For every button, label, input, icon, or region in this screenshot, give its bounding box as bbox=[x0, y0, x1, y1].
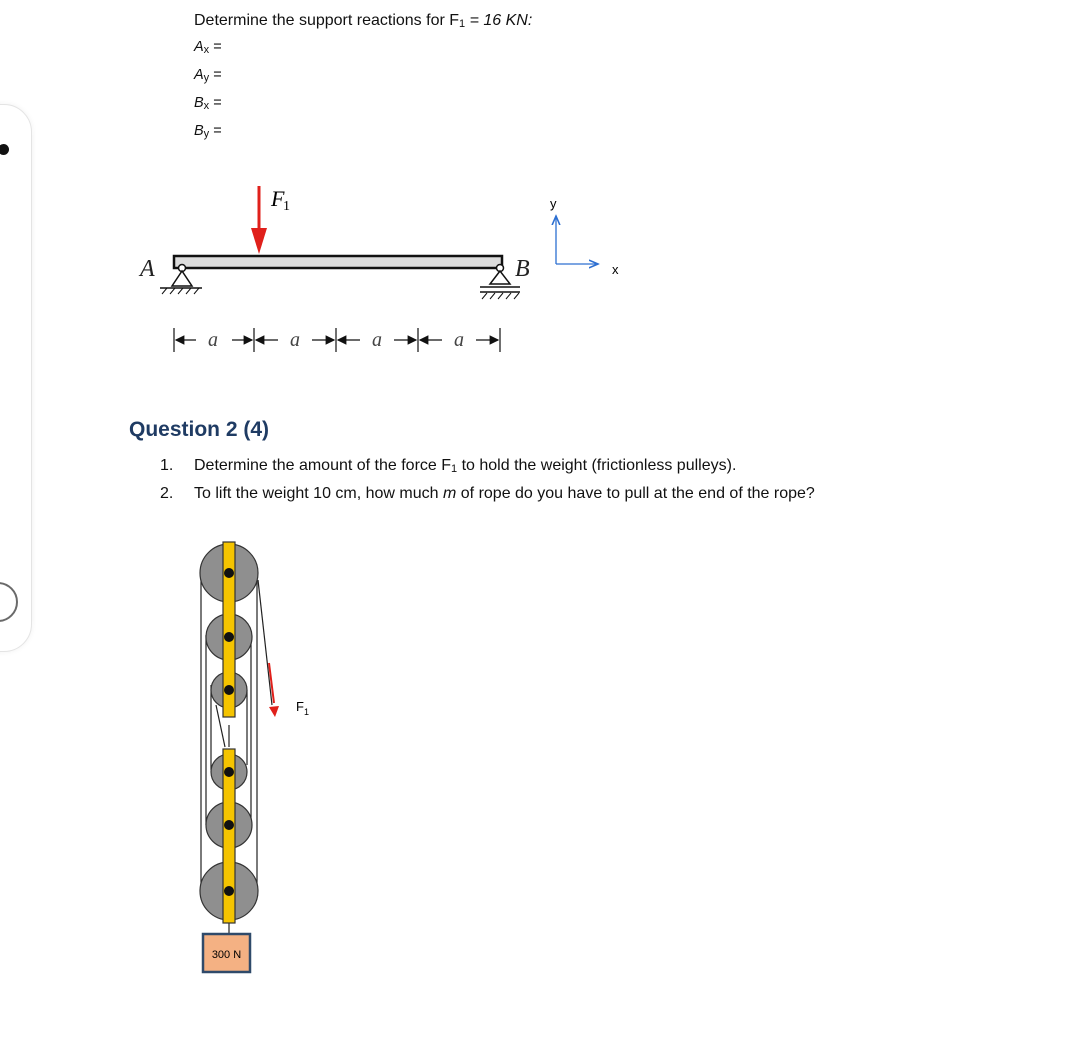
force-arrow-f1 bbox=[251, 186, 267, 254]
reaction-by: $B_y$ = bbox=[194, 123, 222, 140]
question2-title: Question 2 (4) bbox=[129, 418, 270, 441]
force-sub: 1 bbox=[283, 199, 290, 214]
question2-item-2: 2. To lift the weight 10 cm, how much m of rope do you have to pull at the end of the rope? bbox=[160, 485, 815, 502]
question2-list bbox=[160, 452, 815, 508]
support-b bbox=[480, 265, 520, 300]
reaction-ax: $A_x$ = bbox=[194, 39, 222, 56]
force-label: F bbox=[271, 186, 285, 211]
side-panel bbox=[0, 104, 32, 652]
span-label-1: a bbox=[208, 329, 218, 351]
support-a-label: A bbox=[140, 256, 155, 282]
question1-block bbox=[194, 10, 532, 148]
span-label-2: a bbox=[290, 329, 300, 351]
pulley-diagram bbox=[190, 535, 330, 975]
question2-item-1: 1. Determine the amount of the force $F_1$ to hold the weight (frictionless pulleys). bbox=[160, 457, 737, 475]
beam bbox=[174, 256, 502, 268]
span-label-4: a bbox=[454, 329, 464, 351]
weight-label: 300 N bbox=[211, 949, 242, 961]
reaction-ay: $A_y$ = bbox=[194, 67, 222, 84]
axis-y-label: y bbox=[550, 196, 557, 211]
pulley-force-sub: 1 bbox=[304, 707, 310, 717]
support-b-label: B bbox=[515, 256, 530, 282]
span-label-3: a bbox=[372, 329, 382, 351]
reaction-bx: $B_x$ = bbox=[194, 95, 222, 112]
question1-prompt: Determine the support reactions for $F_1 = 16$ KN: bbox=[194, 12, 533, 30]
beam-diagram bbox=[130, 176, 650, 366]
coordinate-axes bbox=[556, 216, 598, 264]
axis-x-label: x bbox=[612, 262, 619, 277]
pulley-force-label: F bbox=[296, 699, 304, 714]
dimension-line bbox=[174, 328, 500, 352]
